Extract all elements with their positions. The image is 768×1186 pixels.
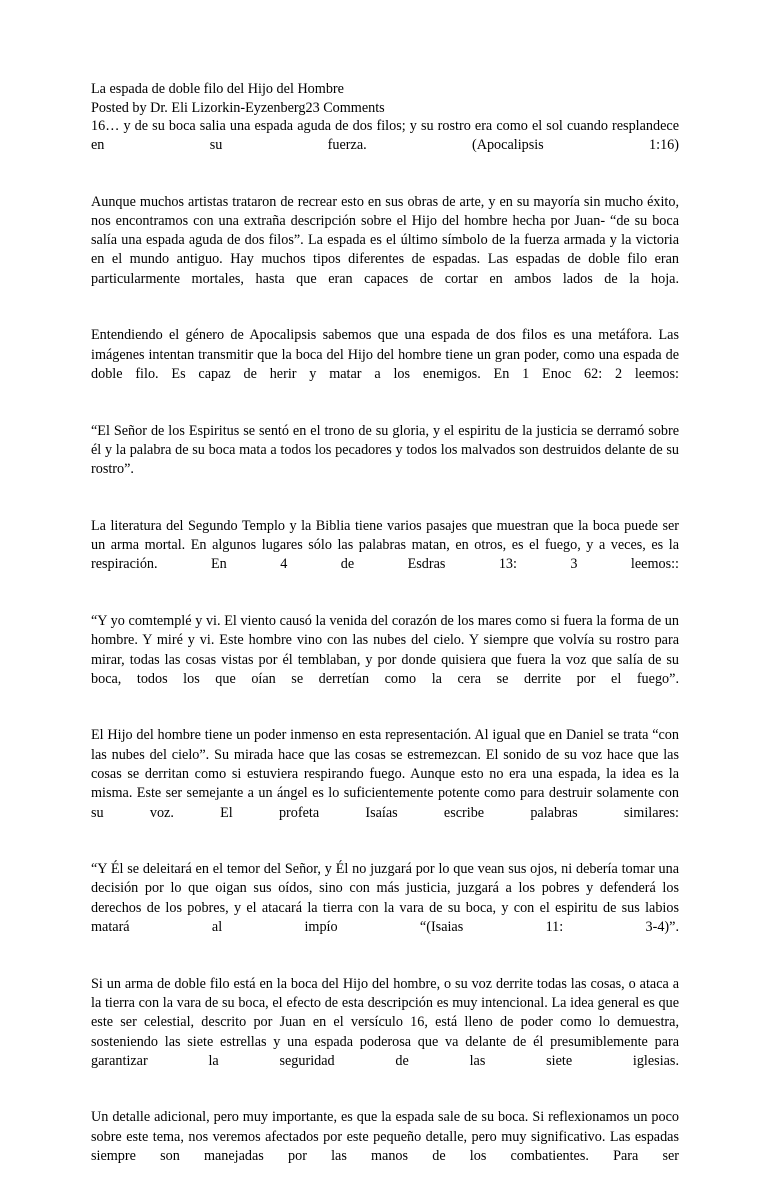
spacer	[91, 708, 679, 726]
document-content	[91, 80, 679, 1186]
paragraph-3-quote-enoch: “El Señor de los Espiritus se sentó en el trono de su gloria, y el espiritu de la justicia se derramó sobre él y la palabra de su boca mata a todos los pecadores y todos los malvados son destruidos delante de su rostro”.	[91, 422, 679, 478]
paragraph-5-quote-esdras: “Y yo comtemplé y vi. El viento causó la venida del corazón de los mares como si fuera la forma de un hombre. Y miré y vi. Este hombre vino con las nubes del cielo. Y siempre que volvía su rostro para mirar, todas las cosas vistas por él temblaban, y por donde quisiera que fuera la voz que salía de su boca, todos los que oían se derretían como la cera se derrite por el fuego”.	[91, 612, 679, 687]
spacer	[91, 499, 679, 517]
paragraph-9: Un detalle adicional, pero muy importante, es que la espada sale de su boca. Si reflexionamos un poco sobre este tema, nos veremos afectados por este pequeño detalle, pero muy significativo. Las espadas siempre son manejadas por las manos de los combatientes. Para ser	[91, 1109, 679, 1165]
paragraph-7-quote-isaias: “Y Él se deleitará en el temor del Señor, y Él no juzgará por lo que vean sus ojos, ni debería tomar una decisión por lo que oigan sus oídos, sino con más justicia, juzgará a los pobres y defenderá los derechos de los pobres, y el atacará la tierra con la vara de su boca, y con el espiritu de sus labios matará al impío “(Isaias 11: 3-4)”.	[91, 861, 679, 936]
paragraph-6: El Hijo del hombre tiene un poder inmenso en esta representación. Al igual que en Daniel se trata “con las nubes del cielo”. Su mirada hace que las cosas se estremezcan. El sonido de su voz hace que las cosas se derritan como si estuviera respirando fuego. Aunque esto no era una espada, la idea es la misma. Este ser semejante a un ángel es lo suficientemente potente como para destruir solamente con su voz. El profeta Isaías escribe palabras similares:	[91, 727, 679, 821]
paragraph-4: La literatura del Segundo Templo y la Biblia tiene varios pasajes que muestran que la boca puede ser un arma mortal. En algunos lugares sólo las palabras matan, en otros, es el fuego, y a veces, es la respiración. En 4 de Esdras 13: 3 leemos::	[91, 517, 679, 573]
spacer	[91, 957, 679, 975]
epigraph-verse: 16… y de su boca salia una espada aguda de dos filos; y su rostro era como el sol cuando resplandece en su fuerza. (Apocalipsis 1:16)	[91, 118, 679, 153]
spacer	[91, 308, 679, 326]
byline: Posted by Dr. Eli Lizorkin-Eyzenberg23 Comments	[91, 99, 385, 116]
page-title: La espada de doble filo del Hijo del Hombre	[91, 81, 344, 97]
spacer	[91, 1090, 679, 1108]
paragraph-1: Aunque muchos artistas trataron de recrear esto en sus obras de arte, y en su mayoría sin mucho éxito, nos encontramos con una extraña descripción sobre el Hijo del hombre hecha por Juan- “de su boca salía una espada aguda de dos filos”. La espada es el último símbolo de la fuerza armada y la victoria en el mundo antiguo. Hay muchos tipos diferentes de espadas. Las espadas de doble filo eran particularmente mortales, hasta que eran capaces de cortar en ambos lados de la hoja.	[91, 193, 679, 287]
paragraph-8: Si un arma de doble filo está en la boca del Hijo del hombre, o su voz derrite todas las cosas, o ataca a la tierra con la vara de su boca, el efecto de esta descripción es muy intencional. La idea general es que este ser celestial, descrito por Juan en el versículo 16, está lleno de poder como lo demuestra, sosteniendo las siete estrellas y una espada poderosa que va delante de él presumiblemente para garantizar la seguridad de las siete iglesias.	[91, 975, 679, 1069]
spacer	[91, 594, 679, 612]
spacer	[91, 404, 679, 422]
spacer	[91, 174, 679, 193]
spacer	[91, 842, 679, 860]
paragraph-2: Entendiendo el género de Apocalipsis sabemos que una espada de dos filos es una metáfora. Las imágenes intentan transmitir que la boca del Hijo del hombre tiene un gran poder, como una espada de doble filo. Es capaz de herir y matar a los enemigos. En 1 Enoc 62: 2 leemos:	[91, 327, 679, 382]
document-header	[91, 80, 679, 117]
